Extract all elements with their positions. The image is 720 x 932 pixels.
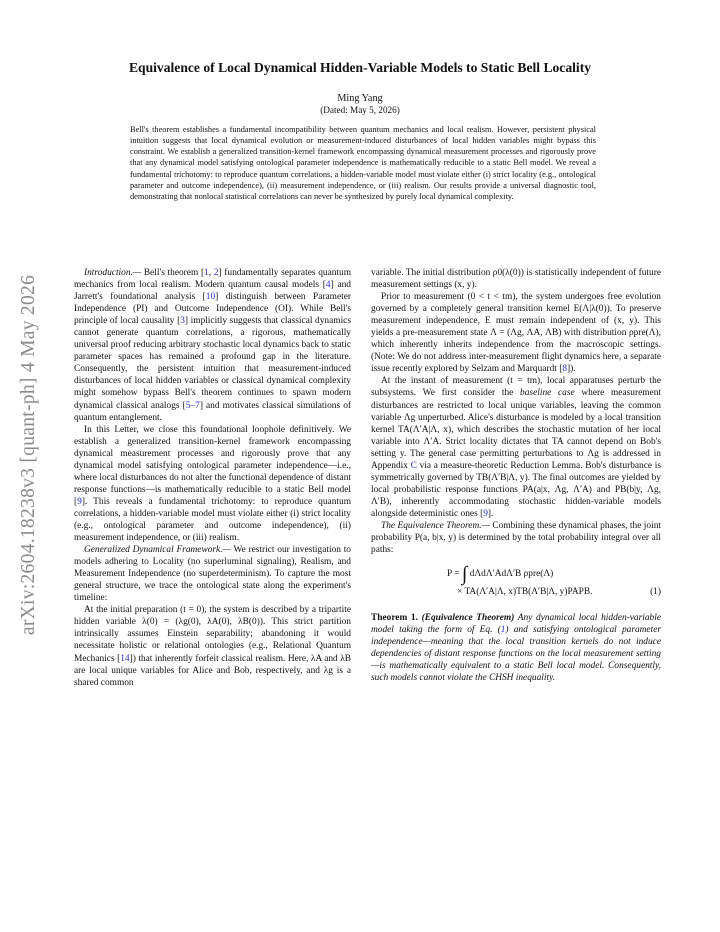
paper-abstract: Bell's theorem establishes a fundamental incompatibility between quantum mechanics and local realism. However, persistent physical intuition suggests that local dynamical evolution or measurement-induced disturbances of local hidden variables might bypass this constraint. We establish a generalized transition-kernel framework encompassing dynamical measurement processes and rigorously prove that any dynamical model satisfying ontological parameter independence is mathematically reducible to a static Bell model. We reveal a fundamental trichotomy: to reproduce quantum correlations, a hidden-variable model must violate either (i) strict locality (e.g., ontological parameter and outcome independence), (ii) measurement independence, or (iii) realism. Our results provide a universal diagnostic tool, demonstrating that nonlocal statistical correlations can never be synthesized by purely local dynamical complexity. <box>130 125 596 201</box>
text-span: In this Letter, we close this foundational loophole definitively. We establish a generalized transition-kernel framework encompassing dynamical measurement processes and rigorously prove that any dynamical model satisfying ontological parameter independence—i.e., where local disturbances do not alter the functional dependence of distant response functions—is mathematically reducible to a static Bell model [ <box>74 424 351 507</box>
text-span: via a measure-theoretic Reduction Lemma. Bob's disturbance is symmetrically governed by TB(Λ′B|Λ, y). The final outcomes are yielded by local probabilistic response functions PA(a|x, Λg, Λ′A) and PB(b|y, Λg, Λ′B), inherently accommodating stochastic hidden-variable models alongside deterministic ones [ <box>371 460 661 519</box>
citation-link[interactable]: 14 <box>120 653 130 664</box>
equation-link[interactable]: 1 <box>500 625 506 636</box>
equation-line-1 <box>447 563 554 586</box>
arxiv-stamp-text: arXiv:2604.18238v3 [quant-ph] 4 May 2026 <box>18 274 39 636</box>
text-span: ]. This reveals a fundamental trichotomy: to reproduce quantum correlations, a hidden-variable model must violate either (i) strict locality (e.g., ontological parameter and outcome independence), (ii) measurement independence, or (iii) realism. <box>74 496 351 544</box>
text-span: At the initial preparation (t = 0), the system is described by a tripartite hidden variable λ(0) = (λg(0), λA(0), λB(0)). This strict partition intrinsically assumes Einstein separability; abandoning it would necessitate holistic or relational ontologies (e.g., Relational Quantum Mechanics [ <box>74 605 351 664</box>
theorem-name: (Equivalence Theorem) <box>417 613 515 624</box>
right-column <box>371 267 661 684</box>
paper-date: (Dated: May 5, 2026) <box>320 105 400 115</box>
citation-link[interactable]: 3 <box>180 316 185 327</box>
section-runin-equivalence: The Equivalence Theorem.— <box>381 520 490 531</box>
citation-link[interactable]: 10 <box>205 292 216 303</box>
paragraph-continuation <box>371 267 661 291</box>
text-span: Combining these dynamical phases, the joint probability P(a, b|x, y) is determined by the total probability integral over all paths: <box>371 520 661 556</box>
text-span: where measurement disturbances are restricted to local unique variables, leaving the common variable Λg unperturbed. Alice's disturbance is modeled by a local transition kernel TA(Λ′A|Λ, x), which describes the stochastic mutation of her local variable into Λ′A. Strict locality dictates that TA cannot depend on Bob's setting y. The general case permitting perturbations to Λg is addressed in Appendix <box>371 388 661 471</box>
text-span: ]) that inherently forfeit classical realism. Here, λA and λB are local unique variables for Alice and Bob, respectively, and λg is a shared common <box>74 653 352 688</box>
paragraph-equivalence <box>371 520 661 556</box>
paragraph-framework <box>74 544 351 604</box>
emphasis-text: baseline case <box>520 388 575 399</box>
left-column <box>74 267 351 689</box>
text-span: ] fundamentally separates quantum mechanics from local realism. Modern quantum causal models [ <box>74 268 352 291</box>
section-runin-introduction: Introduction.— <box>84 268 142 278</box>
theorem-1 <box>371 612 661 684</box>
paper-title: Equivalence of Local Dynamical Hidden-Variable Models to Static Bell Locality <box>128 60 592 75</box>
text-span: ] and Jarrett's foundational analysis [ <box>74 280 351 303</box>
paragraph-measurement <box>371 375 661 520</box>
text-span: We restrict our investigation to models adhering to Locality (no superluminal signaling), Realism, and Measurement Independence (no superdeterminism). To capture the most general structure, we trace the ontological state along the experiment's timeline: <box>74 545 351 604</box>
arxiv-stamp <box>14 250 44 660</box>
text-span: Bell's theorem [ <box>141 268 205 278</box>
text-span: variable. The initial distribution ρ0(λ(0)) is statistically independent of future measurement settings (x, y). <box>371 268 661 291</box>
appendix-link[interactable]: C <box>410 460 417 471</box>
text-span: ]). <box>567 364 576 375</box>
text-span: , <box>208 268 214 278</box>
citation-link[interactable]: 8 <box>562 364 568 375</box>
equation-rhs: dΛdΛ′AdΛ′B ρpre(Λ) <box>469 569 554 580</box>
citation-link[interactable]: 4 <box>325 280 331 291</box>
paragraph-free-evolution <box>371 291 661 375</box>
section-runin-framework: Generalized Dynamical Framework.— <box>84 545 231 556</box>
text-span: ] distinguish between Parameter Independence (PI) and Outcome Independence (OI). While Bell's principle of local causality [ <box>74 292 351 327</box>
citation-link[interactable]: 9 <box>77 496 82 507</box>
paragraph-initial-preparation <box>74 604 351 688</box>
paragraph-letter-aim <box>74 424 351 544</box>
theorem-text: Any dynamical local hidden-variable model taking the form of Eq. ( <box>371 613 661 636</box>
paragraph-introduction <box>74 267 351 424</box>
paper-author: Ming Yang <box>337 93 383 104</box>
integral-sign: ∫ <box>461 563 468 586</box>
text-span: ] implicitly suggests that classical dynamics cannot generate quantum correlations, a rigorous, mathematically universal proof reducing arbitrary stochastic local dynamics back to static parameter spaces has remained a profound gap in the literature. Consequently, the persistent intuition that measurement-induced disturbances of local hidden variables or classical dynamical complexity might somehow bypass Bell's theorem continues to spawn modern dynamical classical analogs [ <box>74 316 351 411</box>
theorem-label: Theorem 1. <box>371 613 418 624</box>
text-span: ]. <box>487 508 494 519</box>
citation-link[interactable]: 2 <box>213 268 219 278</box>
text-span: At the instant of measurement (t = tm), local apparatuses perturb the subsystems. We first consider the <box>371 376 661 399</box>
citation-link[interactable]: 9 <box>483 508 488 519</box>
text-span: ] and motivates classical simulations of quantum entanglement. <box>74 400 352 423</box>
citation-link[interactable]: 1 <box>204 268 209 278</box>
theorem-text: ) and satisfying ontological parameter independence—meaning that the local transition kernels do not induce dependencies of distant response functions on the local measurement setting—is mathematically equivalent to a static Bell local model. Consequently, such models cannot violate the CHSH inequality. <box>371 625 662 684</box>
equation-number: (1) <box>650 587 661 598</box>
equation-line-2: × TA(Λ′A|Λ, x)TB(Λ′B|Λ, y)PAPB. <box>457 587 593 598</box>
equation-lhs: P = <box>447 569 460 580</box>
text-span: Prior to measurement (0 < t < tm), the system undergoes free evolution governed by a completely general transition kernel E(Λ|λ(0)). To preserve measurement independence, E must remain independent of (x, y). This yields a pre-measurement state Λ = (Λg, ΛA, ΛB) with distribution ρpre(Λ), which inherently inherits independence from the macroscopic settings. (Note: We do not address inter-measurement flight dynamics here, a separate issue recently explored by Selzam and Marquardt [ <box>371 292 661 375</box>
equation-1 <box>371 562 661 608</box>
citation-link[interactable]: 5–7 <box>185 400 200 411</box>
